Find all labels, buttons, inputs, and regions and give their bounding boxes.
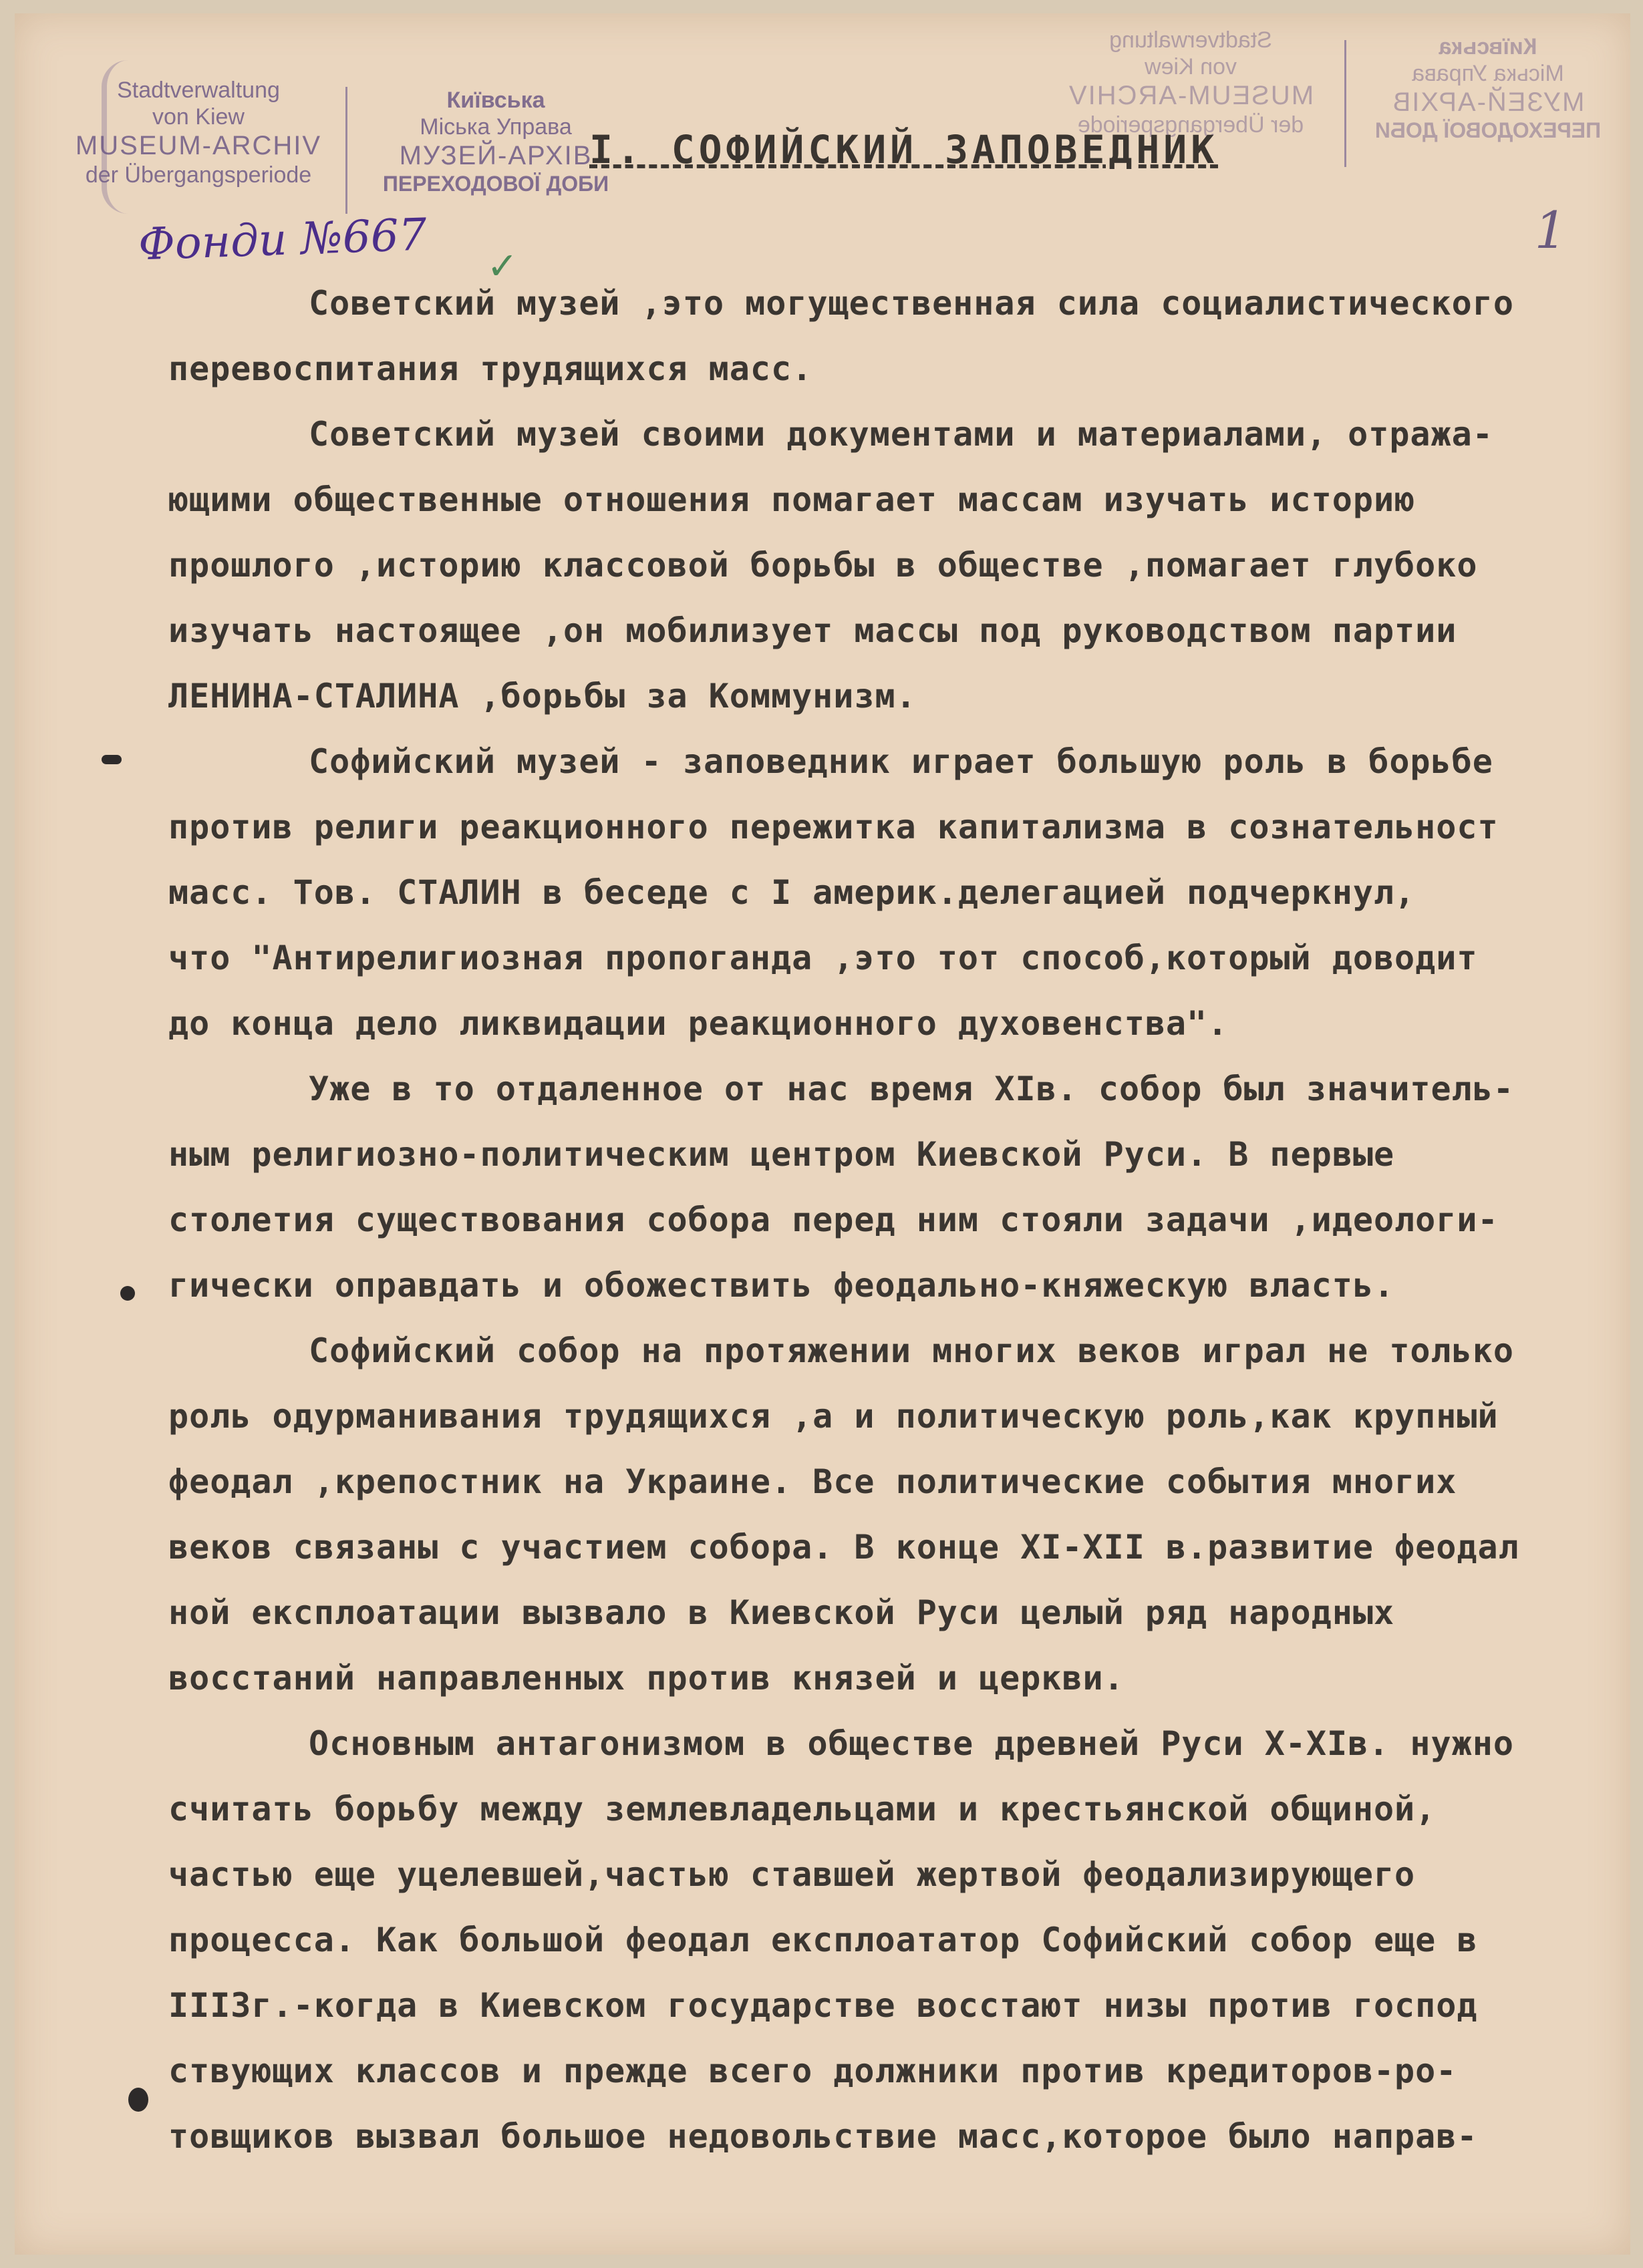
text-line: ным религиозно-политическим центром Киевской Руси. В первые [168, 1135, 1395, 1174]
text-line: Софийский музей - заповедник играет большую роль в борьбе [309, 742, 1493, 781]
stamp-left [41, 77, 355, 189]
stamp-text: ПЕРЕХОДОВОЇ ДОБИ [1374, 118, 1602, 143]
text-line: столетия существования собора перед ним стояли задачи ,идеологи- [168, 1200, 1499, 1239]
text-line: ной експлоатации вызвало в Киевской Руси целый ряд народных [168, 1593, 1395, 1632]
paragraph [168, 1711, 1630, 2169]
text-line: веков связаны с участием собора. В конце XI-XII в.развитие феодал [168, 1528, 1519, 1567]
stamp-text: Міська Управа [1412, 61, 1564, 87]
text-line: считать борьбу между землевладельцами и крестьянской общиной, [168, 1790, 1437, 1828]
stamp-text: Київська [446, 88, 545, 113]
paragraph [168, 1056, 1630, 1318]
ink-mark [102, 755, 122, 764]
text-line: изучать настоящее ,он мобилизует массы под руководством партии [168, 611, 1457, 650]
paragraph [168, 401, 1630, 729]
text-line: Уже в то отдаленное от нас время XIв. собор был значитель- [309, 1070, 1514, 1108]
paragraph [168, 271, 1630, 401]
stamp-text: Київська [1439, 34, 1537, 59]
stamp-far-right-mirrored [1351, 33, 1625, 144]
text-line: частью еще уцелевшей,частью ставшей жертвой феодализирующего [168, 1855, 1416, 1894]
document-body [168, 271, 1630, 2169]
stamp-text: Міська Управа [420, 114, 572, 140]
text-line: гически оправдать и обожествить феодально-княжескую власть. [168, 1266, 1395, 1305]
text-line: Советский музей своими документами и материалами, отража- [309, 415, 1493, 454]
text-line: до конца дело ликвидации реакционного духовенства". [168, 1004, 1229, 1043]
stamp-text: MUSEUM-ARCHIV [1067, 81, 1314, 111]
stamp-text: ПЕРЕХОДОВОЇ ДОБИ [382, 172, 609, 196]
ink-mark [120, 1286, 135, 1301]
text-line: что "Антирелигиозная пропоганда ,это тот способ,который доводит [168, 939, 1478, 977]
stamp-text: der Übergangsperiode [85, 162, 312, 188]
stamp-text: der Übergangsperiode [1077, 112, 1304, 138]
stamp-divider [1344, 40, 1346, 167]
stamp-text: von Kiew [1145, 54, 1237, 80]
text-line: восстаний направленных против князей и церкви. [168, 1659, 1125, 1697]
text-line: товщиков вызвал большое недовольствие масс,которое было направ- [168, 2117, 1478, 2156]
stamp-text: Stadtverwaltung [1109, 27, 1272, 53]
stamp-text: МУЗЕЙ-АРХІВ [1391, 88, 1585, 118]
text-line: III3г.-когда в Киевском государстве восстают низы против господ [168, 1986, 1478, 2025]
text-line: ствующих классов и прежде всего должники против кредиторов-ро- [168, 2052, 1457, 2090]
text-line: прошлого ,историю классовой борьбы в обществе ,помагает глубоко [168, 546, 1478, 585]
paragraph [168, 1318, 1630, 1711]
stamp-text: MUSEUM-ARCHIV [75, 131, 322, 161]
text-line: перевоспитания трудящихся масс. [168, 349, 813, 388]
stamp-text: МУЗЕЙ-АРХІВ [399, 141, 593, 171]
text-line: масс. Тов. СТАЛИН в беседе с I америк.делегацией подчеркнул, [168, 873, 1416, 912]
text-line: ющими общественные отношения помагает массам изучать историю [168, 480, 1416, 519]
text-line: Софийский собор на протяжении многих веков играл не только [309, 1331, 1514, 1370]
stamp-divider [345, 87, 347, 214]
fond-note: Фонди №667 [137, 208, 428, 271]
stamp-right-mirrored [1037, 27, 1344, 139]
document-page [15, 13, 1630, 2255]
ink-mark [128, 2088, 148, 2112]
stamp-text: Stadtverwaltung [117, 77, 280, 103]
text-line: Основным антагонизмом в обществе древней Руси X-XIв. нужно [309, 1724, 1514, 1763]
text-line: процесса. Как большой феодал експлоататор Софийский собор еще в [168, 1921, 1478, 1959]
paragraph [168, 729, 1630, 1056]
text-line: против религи реакционного пережитка капитализма в сознательност [168, 808, 1499, 846]
text-line: ЛЕНИНА-СТАЛИНА ,борьбы за Коммунизм. [168, 677, 917, 715]
text-line: роль одурманивания трудящихся ,а и политическую роль,как крупный [168, 1397, 1499, 1436]
text-line: феодал ,крепостник на Украине. Все политические события многих [168, 1462, 1457, 1501]
page-number: 1 [1534, 200, 1567, 260]
document-title: I. СОФИЙСКИЙ ЗАПОВЕДНИК [589, 127, 1219, 172]
checkmark-icon: ✓ [489, 240, 515, 290]
text-line: Советский музей ,это могущественная сила социалистического [309, 284, 1514, 323]
stamp-text: von Kiew [152, 104, 245, 130]
